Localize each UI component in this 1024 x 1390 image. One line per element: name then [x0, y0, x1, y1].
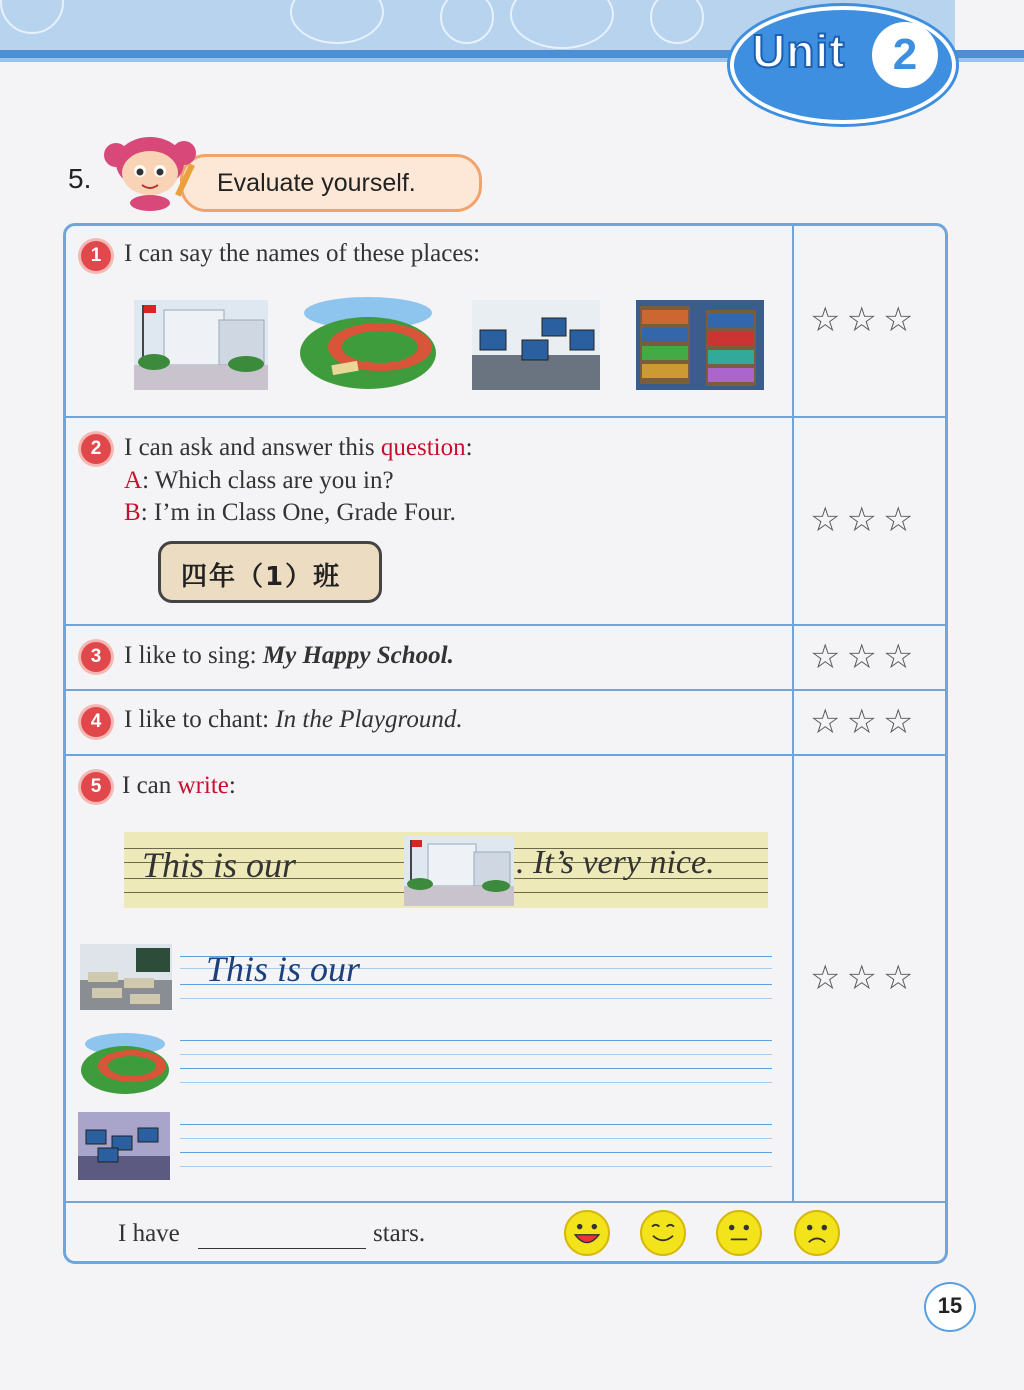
unit-badge [730, 0, 950, 120]
school-building-picture [134, 300, 268, 390]
page-number: 15 [937, 1293, 963, 1318]
section-title: Evaluate yourself. [217, 169, 416, 197]
row-divider [66, 624, 946, 626]
item-1-text: I can say the names of these places: [124, 240, 481, 267]
rating-stars-1[interactable]: ☆☆☆ [810, 302, 920, 339]
item-3-prefix: I like to sing: [124, 642, 263, 669]
chant-title: In the Playground. [275, 706, 463, 733]
item-4-prefix: I like to chant: [124, 706, 276, 733]
item-5-text-after: : [228, 772, 236, 799]
item-number-1: 1 [81, 241, 111, 271]
item-2-keyword: question [380, 434, 466, 461]
model-sentence-strip [124, 832, 768, 908]
page-number-badge [924, 1282, 976, 1332]
speaker-a-label: A [124, 467, 143, 494]
computer-room-picture-small [78, 1112, 170, 1180]
writing-line[interactable] [180, 1138, 772, 1139]
dialogue-line-b [124, 499, 456, 527]
section-number: 5. [68, 163, 92, 194]
writing-line[interactable] [180, 1040, 772, 1041]
computer-room-picture [472, 300, 600, 390]
mascot-icon [104, 133, 204, 213]
item-3-text [124, 642, 454, 670]
writing-line[interactable] [180, 1054, 772, 1055]
star-count-blank[interactable] [198, 1248, 366, 1249]
row-divider [66, 1201, 946, 1203]
writing-line[interactable] [180, 1152, 772, 1153]
item-5-keyword: write [177, 772, 229, 799]
song-title: My Happy School. [262, 642, 454, 669]
item-4-text [124, 706, 463, 734]
item-5-text-before: I can [122, 772, 178, 799]
row-divider [66, 416, 946, 418]
smiling-face-icon[interactable] [640, 1210, 686, 1256]
writing-line[interactable] [180, 1068, 772, 1069]
playground-picture [298, 293, 438, 391]
class-sign-text: 四年（1）班 [181, 562, 342, 592]
writing-line [180, 998, 772, 999]
item-number-3: 3 [81, 642, 111, 672]
writing-line[interactable] [180, 1124, 772, 1125]
dialogue-a-text: : Which class are you in? [142, 467, 394, 494]
column-divider [792, 226, 794, 1202]
item-number-2: 2 [81, 434, 111, 464]
writing-line[interactable] [180, 1082, 772, 1083]
sad-face-icon[interactable] [794, 1210, 840, 1256]
speaker-b-label: B [124, 499, 141, 526]
rating-stars-4[interactable]: ☆☆☆ [810, 704, 920, 741]
section-title-pill [180, 154, 482, 212]
rating-stars-2[interactable]: ☆☆☆ [810, 502, 920, 539]
playground-picture-small [80, 1030, 170, 1096]
model-sentence-part2: . It’s very nice. [516, 844, 715, 881]
laughing-face-icon[interactable] [564, 1210, 610, 1256]
rating-stars-5[interactable]: ☆☆☆ [810, 960, 920, 997]
item-2-text-before: I can ask and answer this [124, 434, 381, 461]
unit-label: Unit [752, 25, 846, 77]
school-building-picture-small [404, 836, 514, 906]
writing-line[interactable] [180, 1166, 772, 1167]
row-divider [66, 754, 946, 756]
unit-number: 2 [892, 30, 918, 79]
footer-suffix: stars. [373, 1220, 426, 1247]
classroom-picture [80, 944, 172, 1010]
neutral-face-icon[interactable] [716, 1210, 762, 1256]
item-number-5: 5 [81, 772, 111, 802]
item-number-4: 4 [81, 707, 111, 737]
item-2-text-after: : [465, 434, 473, 461]
model-sentence-part1: This is our [142, 845, 297, 885]
rating-stars-3[interactable]: ☆☆☆ [810, 639, 920, 676]
dialogue-b-text: : I’m in Class One, Grade Four. [140, 499, 456, 526]
dialogue-line-a [124, 467, 394, 495]
row-divider [66, 689, 946, 691]
class-sign [158, 541, 382, 603]
item-2-text [124, 434, 473, 462]
footer-prefix: I have [118, 1220, 180, 1247]
item-5-text [122, 772, 236, 800]
practice-sentence-start: This is our [206, 949, 361, 989]
library-picture [636, 300, 764, 390]
unit-number-circle [872, 22, 938, 88]
